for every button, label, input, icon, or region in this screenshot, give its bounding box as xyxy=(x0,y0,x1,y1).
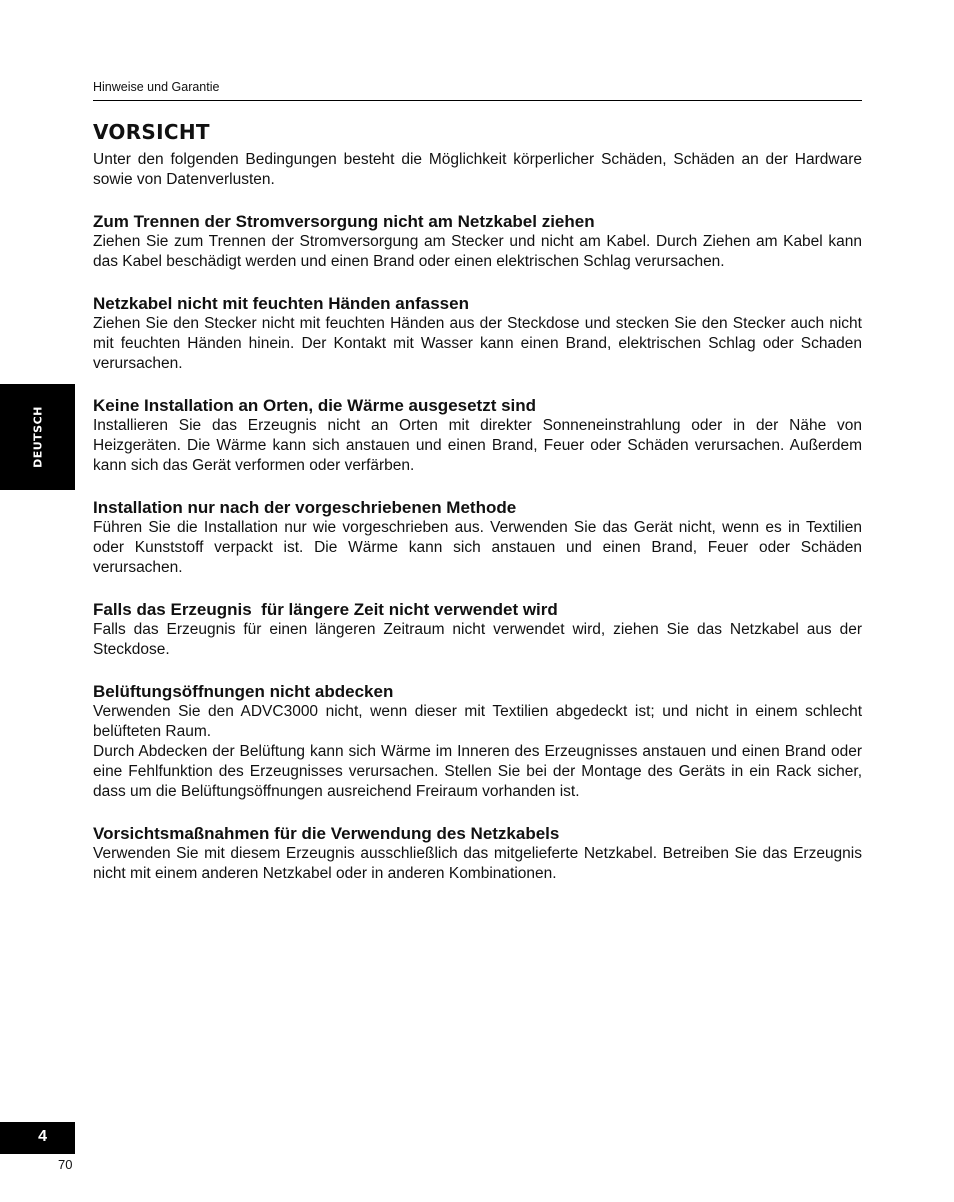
section-heading: Vorsichtsmaßnahmen für die Verwendung des Netzkabels xyxy=(93,824,560,843)
page-title: VORSICHT xyxy=(93,120,210,144)
header-divider xyxy=(93,100,862,101)
section-heading: Installation nur nach der vorgeschriebenen Methode xyxy=(93,498,517,517)
section-text: Falls das Erzeugnis für einen längeren Zeitraum nicht verwendet wird, ziehen Sie das Netzkabel aus der Steckdose. xyxy=(93,621,862,658)
section-text: Ziehen Sie den Stecker nicht mit feuchten Händen aus der Steckdose und stecken Sie den Stecker auch nicht mit feuchten Händen hinein. Der Kontakt mit Wasser kann einen Brand, elektrischen Schlag oder Schaden verursachen. xyxy=(93,315,862,372)
running-header: Hinweise und Garantie xyxy=(93,80,220,94)
page-number: 70 xyxy=(58,1157,73,1172)
section-text: Verwenden Sie mit diesem Erzeugnis ausschließlich das mitgelieferte Netzkabel. Betreiben Sie das Erzeugnis nicht mit einem anderen Netzkabel oder in anderen Kombinationen. xyxy=(93,845,862,882)
section xyxy=(93,600,862,660)
language-tab xyxy=(0,384,75,490)
section-heading: Falls das Erzeugnis für längere Zeit nicht verwendet wird xyxy=(93,600,558,619)
section-heading: Netzkabel nicht mit feuchten Händen anfassen xyxy=(93,294,469,313)
section-text: Durch Abdecken der Belüftung kann sich Wärme im Inneren des Erzeugnisses anstauen und einen Brand oder eine Fehlfunktion des Erzeugnisses verursachen. Stellen Sie bei der Montage des Geräts in ein Rack sicher, dass um die Belüftungsöffnungen ausreichend Freiraum vorhanden ist. xyxy=(93,743,862,800)
section-number: 4 xyxy=(38,1128,47,1145)
main-content xyxy=(93,118,862,906)
section xyxy=(93,824,862,884)
intro-text: Unter den folgenden Bedingungen besteht die Möglichkeit körperlicher Schäden, Schäden an der Hardware sowie von Datenverlusten. xyxy=(93,151,862,188)
section xyxy=(93,498,862,578)
section xyxy=(93,682,862,802)
section-text: Verwenden Sie den ADVC3000 nicht, wenn dieser mit Textilien abgedeckt ist; und nicht in einem schlecht belüfteten Raum. xyxy=(93,703,862,740)
section-text: Installieren Sie das Erzeugnis nicht an Orten mit direkter Sonneneinstrahlung oder in der Nähe von Heizgeräten. Die Wärme kann sich anstauen und einen Brand, Feuer oder Schäden verursachen. Außerdem kann sich das Gerät verformen oder verfärben. xyxy=(93,417,862,474)
section-heading: Zum Trennen der Stromversorgung nicht am Netzkabel ziehen xyxy=(93,212,595,231)
section xyxy=(93,294,862,374)
section-heading: Keine Installation an Orten, die Wärme ausgesetzt sind xyxy=(93,396,537,415)
section xyxy=(93,396,862,476)
section-text: Führen Sie die Installation nur wie vorgeschrieben aus. Verwenden Sie das Gerät nicht, wenn es in Textilien oder Kunststoff verpackt ist. Die Wärme kann sich anstauen und einen Brand, Feuer oder Schäden verursachen. xyxy=(93,519,862,576)
section-number-box xyxy=(0,1122,75,1154)
language-tab-label: DEUTSCH xyxy=(31,406,44,468)
section-heading: Belüftungsöffnungen nicht abdecken xyxy=(93,682,394,701)
section xyxy=(93,212,862,272)
section-text: Ziehen Sie zum Trennen der Stromversorgung am Stecker und nicht am Kabel. Durch Ziehen am Kabel kann das Kabel beschädigt werden und einen Brand oder einen elektrischen Schlag verursachen. xyxy=(93,233,862,270)
